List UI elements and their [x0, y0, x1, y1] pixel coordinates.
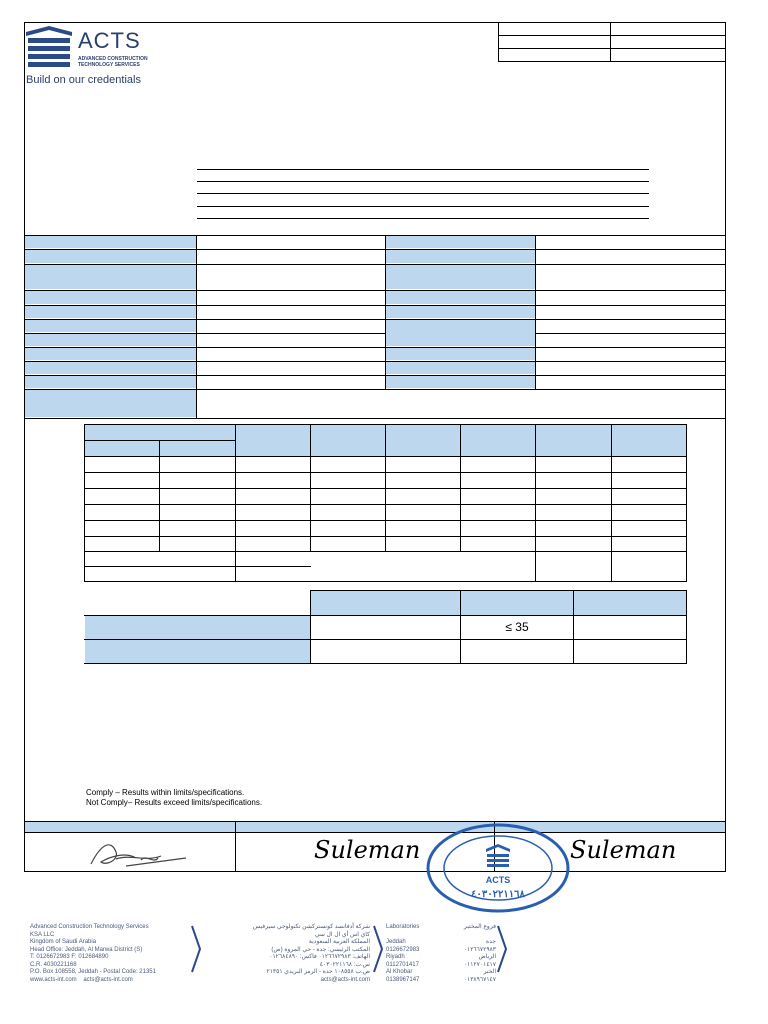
info-label: [25, 334, 196, 346]
chevron-right-icon: [190, 924, 202, 974]
chevron-right-icon: [372, 924, 384, 974]
title-line: [197, 218, 649, 219]
company-stamp: [426, 823, 570, 913]
info-label: [25, 376, 196, 388]
info-label: [25, 250, 196, 263]
limits-label: [85, 640, 310, 663]
title-line: [197, 169, 649, 170]
info-label: [25, 236, 196, 248]
note-not-comply: Not Comply– Results exceed limits/specifications.: [86, 798, 263, 807]
info-label: [25, 265, 196, 289]
footer-company-en: Advanced Construction Technology Services KSA LLC Kingdom of Saudi Arabia Head Office: Jeddah, Al Marwa District (S) T: 0126672983 F: 012684890 C.R. 4030221168 P.O. Box 108558, Jeddah - Postal Code: 21351 www.acts-int.com acts@acts-int.com: [30, 924, 156, 983]
logo-subtitle-2: TECHNOLOGY SERVICES: [78, 62, 140, 68]
logo-subtitle-1: ADVANCED CONSTRUCTION: [78, 56, 148, 62]
info-label: [386, 362, 535, 374]
info-label: [25, 291, 196, 304]
info-label: [25, 320, 196, 332]
logo-mark-icon: [26, 26, 72, 70]
title-line: [197, 206, 649, 207]
footer-labs-ar: فروع المختبر جدة ٠١٢٦٦٧٢٩٨٣ الرياض ٠١١٢٧٠١٤١٧ الخبر ٠١٣٨٩٦٧١٤٧: [463, 924, 496, 983]
tagline: Build on our credentials: [26, 74, 141, 86]
company-logo: [26, 26, 156, 70]
note-comply: Comply – Results within limits/specifications.: [86, 788, 245, 797]
info-label: [386, 320, 535, 346]
info-label: [386, 250, 535, 263]
info-label: [386, 306, 535, 318]
footer-company-ar: شركة أدفانسد كونستركشن تكنولوجي سيرفيس كاي اس أي ال ال سي المملكة العربية السعودية المكتب الرئيسي: جدة - حي المروة (ص) الهاتف: ٠١٢٦٦٧٢٩٨٣ فاكس: ٠١٢٦٨٤٨٩٠ س.ت: ٤٠٣٠٢٢١١٦٨ ص.ب ١٠٨٥٥٨ جدة - الرمز البريدي ٢١٣٥١ acts@acts-int.com: [252, 924, 370, 983]
signature-2: Suleman: [314, 836, 421, 864]
info-label: [25, 348, 196, 360]
stamp-text: ACTS: [485, 875, 511, 885]
info-label: [386, 265, 535, 289]
info-label: [25, 362, 196, 374]
chevron-right-icon: [496, 924, 508, 974]
title-line: [197, 181, 649, 182]
limit-value: ≤ 35: [505, 620, 529, 634]
doc-info-box: [498, 22, 726, 62]
info-label: [386, 291, 535, 304]
signature-3: Suleman: [570, 836, 677, 864]
signature-1: [86, 834, 196, 874]
info-label: [386, 348, 535, 360]
footer-labs-en: Laboratories Jeddah 0126672983 Riyadh 0112701417 Al Khobar 0138967147: [386, 924, 420, 983]
info-label: [25, 390, 196, 417]
title-line: [197, 193, 649, 194]
signature-header: [25, 822, 725, 832]
logo-name: ACTS: [78, 28, 141, 53]
info-label: [25, 306, 196, 318]
limits-label: [85, 615, 310, 639]
stamp-number: ٤٠٣٠٢٢١١٦٨: [471, 889, 525, 900]
info-label: [386, 376, 535, 388]
info-label: [386, 236, 535, 248]
